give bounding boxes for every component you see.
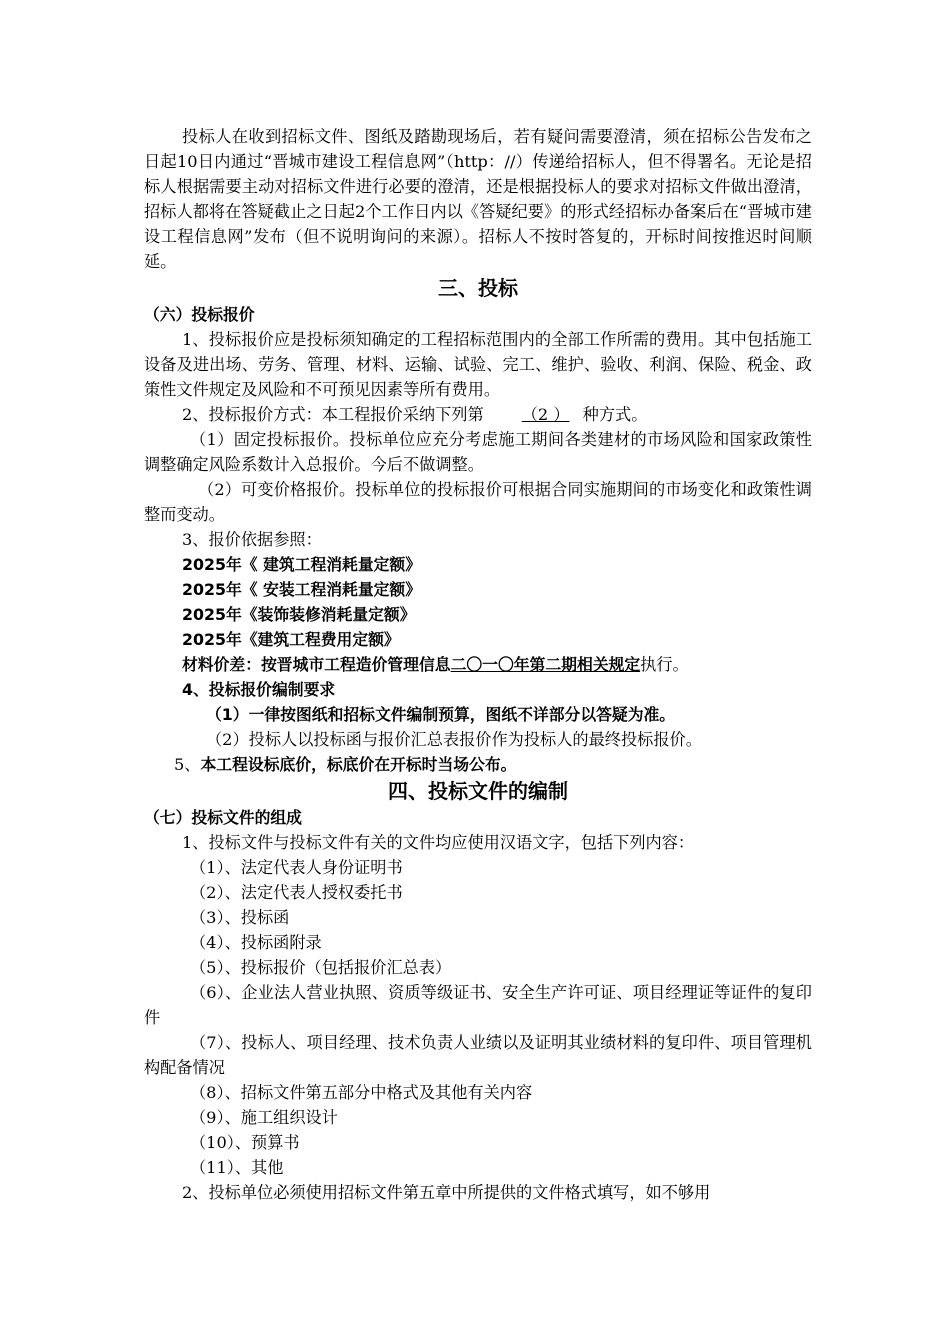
subheading-bid-docs-composition: （七）投标文件的组成 (144, 808, 302, 827)
bid-price-method-before: 2、投标报价方式：本工程报价采纳下列第 (182, 405, 484, 424)
material-price-diff-c: 执行。 (640, 655, 689, 674)
list-item: （8）、招标文件第五部分中格式及其他有关内容 (190, 1083, 533, 1102)
base-price-note (144, 752, 812, 777)
list-item: （5）、投标报价（包括报价汇总表） (190, 958, 452, 977)
variable-price-option: （2）可变价格报价。投标单位的投标报价可根据合同实施期间的市场变化和政策性调整而变动。 (144, 480, 812, 524)
compile-requirement-2: （2）投标人以投标函与报价汇总表报价作为投标人的最终投标报价。 (206, 730, 702, 749)
bid-price-scope: 1、投标报价应是投标须知确定的工程招标范围内的全部工作所需的费用。其中包括施工设备及进出场、劳务、管理、材料、运输、试验、完工、维护、验收、利润、保险、税金、政策性文件规定及风险和不可预见因素等所有费用。 (144, 330, 812, 399)
bid-price-method-choice: （2 ） (521, 405, 570, 424)
base-price-note-num: 5、 (174, 755, 201, 774)
clarification-paragraph: 投标人在收到招标文件、图纸及踏勘现场后，若有疑问需要澄清，须在招标公告发布之日起10日内通过“晋城市建设工程信息网”（http：//）传递给招标人，但不得署名。无论是招标人根据需要主动对招标文件进行必要的澄清，还是根据投标人的要求对招标文件做出澄清，招标人都将在答疑截止之日起2个工作日内以《答疑纪要》的形式经招标办备案后在“晋城市建设工程信息网”发布（但不说明询问的来源）。招标人不按时答复的，开标时间按推迟时间顺延。 (144, 127, 812, 271)
section-heading-bid-docs: 四、投标文件的编制 (388, 779, 568, 803)
fixed-price-option: （1）固定投标报价。投标单位应充分考虑施工期间各类建材的市场风险和国家政策性调整确定风险系数计入总报价。今后不做调整。 (144, 430, 812, 474)
document-body (144, 124, 812, 1205)
section-heading-bidding: 三、投标 (438, 276, 518, 300)
list-item: （10）、预算书 (190, 1133, 300, 1152)
norm-item: 2025年《 建筑工程消耗量定额》 (182, 555, 422, 574)
norm-item: 2025年《 安装工程消耗量定额》 (182, 580, 422, 599)
compile-requirements-title: 4、投标报价编制要求 (182, 680, 336, 699)
list-item: （11）、其他 (190, 1158, 284, 1177)
list-item: （3）、投标函 (190, 908, 290, 927)
norm-item: 2025年《装饰装修消耗量定额》 (182, 605, 416, 624)
list-item: （9）、施工组织设计 (190, 1108, 338, 1127)
material-price-diff-a: 材料价差：按晋城市工程造价管理信息 (182, 655, 451, 674)
bid-docs-format: 2、投标单位必须使用招标文件第五章中所提供的文件格式填写，如不够用 (182, 1183, 711, 1202)
material-price-diff-b: 二〇一〇年第二期相关规定 (450, 655, 641, 674)
list-item: （6）、企业法人营业执照、资质等级证书、安全生产许可证、项目经理证等证件的复印件 (144, 983, 812, 1027)
bid-price-method (144, 402, 812, 427)
list-item: （4）、投标函附录 (190, 933, 322, 952)
list-item: （2）、法定代表人授权委托书 (190, 883, 403, 902)
norm-item: 2025年《建筑工程费用定额》 (182, 630, 400, 649)
subheading-bid-price: （六）投标报价 (144, 305, 255, 324)
list-item: （7）、投标人、项目经理、技术负责人业绩以及证明其业绩材料的复印件、项目管理机构配备情况 (144, 1033, 812, 1077)
base-price-note-text: 本工程设标底价，标底价在开标时当场公布。 (200, 755, 517, 774)
bid-docs-language: 1、投标文件与投标文件有关的文件均应使用汉语文字，包括下列内容： (182, 833, 695, 852)
price-basis-title: 3、报价依据参照： (182, 530, 322, 549)
list-item: （1）、法定代表人身份证明书 (190, 858, 403, 877)
compile-requirement-1: （1）一律按图纸和招标文件编制预算，图纸不详部分以答疑为准。 (206, 705, 676, 724)
material-price-diff (144, 652, 812, 677)
bid-price-method-after: 种方式。 (577, 405, 648, 424)
